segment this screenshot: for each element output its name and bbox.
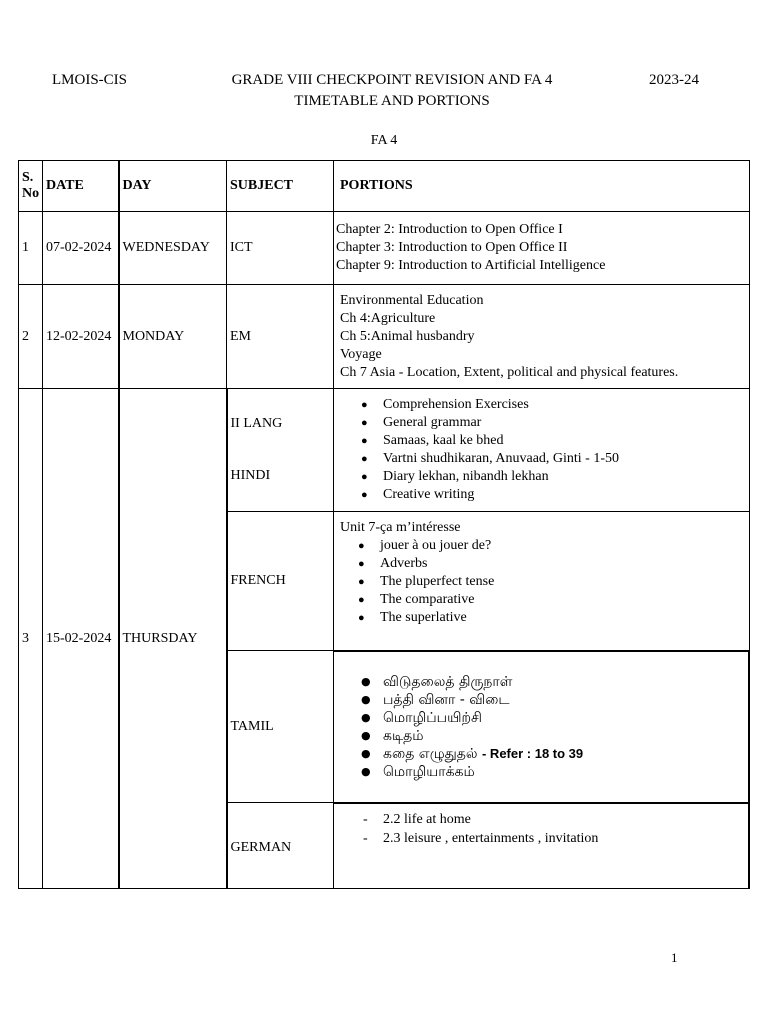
row-subject: FRENCH xyxy=(227,512,334,651)
portion-item: Voyage xyxy=(340,346,382,362)
row-portions xyxy=(334,651,750,803)
row-subject: GERMAN xyxy=(227,803,334,889)
row-portions xyxy=(334,389,750,512)
portion-dash-item: - 2.2 life at home xyxy=(361,810,745,829)
table-row xyxy=(19,212,750,285)
row-date: 07-02-2024 xyxy=(43,212,119,285)
row-sno: 1 xyxy=(19,212,43,285)
portion-bullet-text: கதை எழுதுதல் xyxy=(383,745,482,762)
table-header-row xyxy=(19,161,750,212)
portion-bullet: ● கடிதம் xyxy=(361,727,745,745)
assessment-label: FA 4 xyxy=(370,133,398,148)
row-sno: 3 xyxy=(19,389,43,889)
row-day: THURSDAY xyxy=(119,389,227,889)
page-number: 1 xyxy=(671,950,678,965)
portion-bullet: ● மொழிப்பயிற்சி xyxy=(361,709,745,727)
portion-bullet: ● Comprehension Exercises xyxy=(361,396,746,414)
portion-bullet: ● The comparative xyxy=(358,591,746,609)
col-header-day: DAY xyxy=(119,161,227,212)
row-portions xyxy=(334,285,750,389)
table-row xyxy=(19,389,750,512)
col-header-portions: PORTIONS xyxy=(334,161,750,212)
portion-item: Environmental Education xyxy=(340,292,484,308)
portion-bullet: ● The superlative xyxy=(358,609,746,627)
row-day: MONDAY xyxy=(119,285,227,389)
row-date: 12-02-2024 xyxy=(43,285,119,389)
subject-line: HINDI xyxy=(230,468,271,483)
document-subtitle: TIMETABLE AND PORTIONS xyxy=(294,93,490,109)
row-date: 15-02-2024 xyxy=(43,389,119,889)
portion-bullet: ● Creative writing xyxy=(361,486,746,504)
portion-intro: Unit 7-ça m’intéresse xyxy=(340,520,461,535)
portion-bullet: ● Vartni shudhikaran, Anuvaad, Ginti - 1-50 xyxy=(361,450,746,468)
portion-bullet: ● General grammar xyxy=(361,414,746,432)
row-sno: 2 xyxy=(19,285,43,389)
portion-item: Ch 7 Asia - Location, Extent, political and physical features. xyxy=(340,364,679,380)
row-day: WEDNESDAY xyxy=(119,212,227,285)
portion-bullet: ● The pluperfect tense xyxy=(358,573,746,591)
row-subject: ICT xyxy=(227,212,334,285)
timetable xyxy=(18,160,750,889)
portion-bullet: ● மொழியாக்கம் xyxy=(361,763,745,781)
portion-bullet: ● jouer à ou jouer de? xyxy=(358,537,746,555)
portion-bullet xyxy=(361,745,745,763)
school-name: LMOIS-CIS xyxy=(52,72,128,88)
subject-line: II LANG xyxy=(230,416,283,431)
row-subject: EM xyxy=(227,285,334,389)
portion-item: Ch 4:Agriculture xyxy=(340,310,436,326)
portion-bullet: ● விடுதலைத் திருநாள் xyxy=(361,673,745,691)
table-row xyxy=(19,285,750,389)
row-portions xyxy=(334,512,750,651)
portion-bullet: ● Diary lekhan, nibandh lekhan xyxy=(361,468,746,486)
col-header-subject: SUBJECT xyxy=(227,161,334,212)
portion-item: Chapter 2: Introduction to Open Office I xyxy=(336,222,563,237)
portion-bullet: ● Samaas, kaal ke bhed xyxy=(361,432,746,450)
row-portions xyxy=(334,803,750,889)
row-portions xyxy=(334,212,750,285)
row-subject: TAMIL xyxy=(227,651,334,803)
row-subject xyxy=(227,389,334,512)
academic-year: 2023-24 xyxy=(649,72,699,88)
refer-note: - Refer : 18 to 39 xyxy=(481,745,584,761)
col-header-sno: S. No xyxy=(19,161,43,212)
document-title: GRADE VIII CHECKPOINT REVISION AND FA 4 xyxy=(231,72,553,88)
portion-bullet: ● Adverbs xyxy=(358,555,746,573)
portion-bullet: ● பத்தி வினா - விடை xyxy=(361,691,745,709)
portion-item: Chapter 3: Introduction to Open Office II xyxy=(336,240,568,255)
portion-item: Ch 5:Animal husbandry xyxy=(340,328,475,344)
portion-item: Chapter 9: Introduction to Artificial Intelligence xyxy=(336,258,606,273)
portion-dash-item: - 2.3 leisure , entertainments , invitation xyxy=(361,829,745,848)
col-header-date: DATE xyxy=(43,161,119,212)
